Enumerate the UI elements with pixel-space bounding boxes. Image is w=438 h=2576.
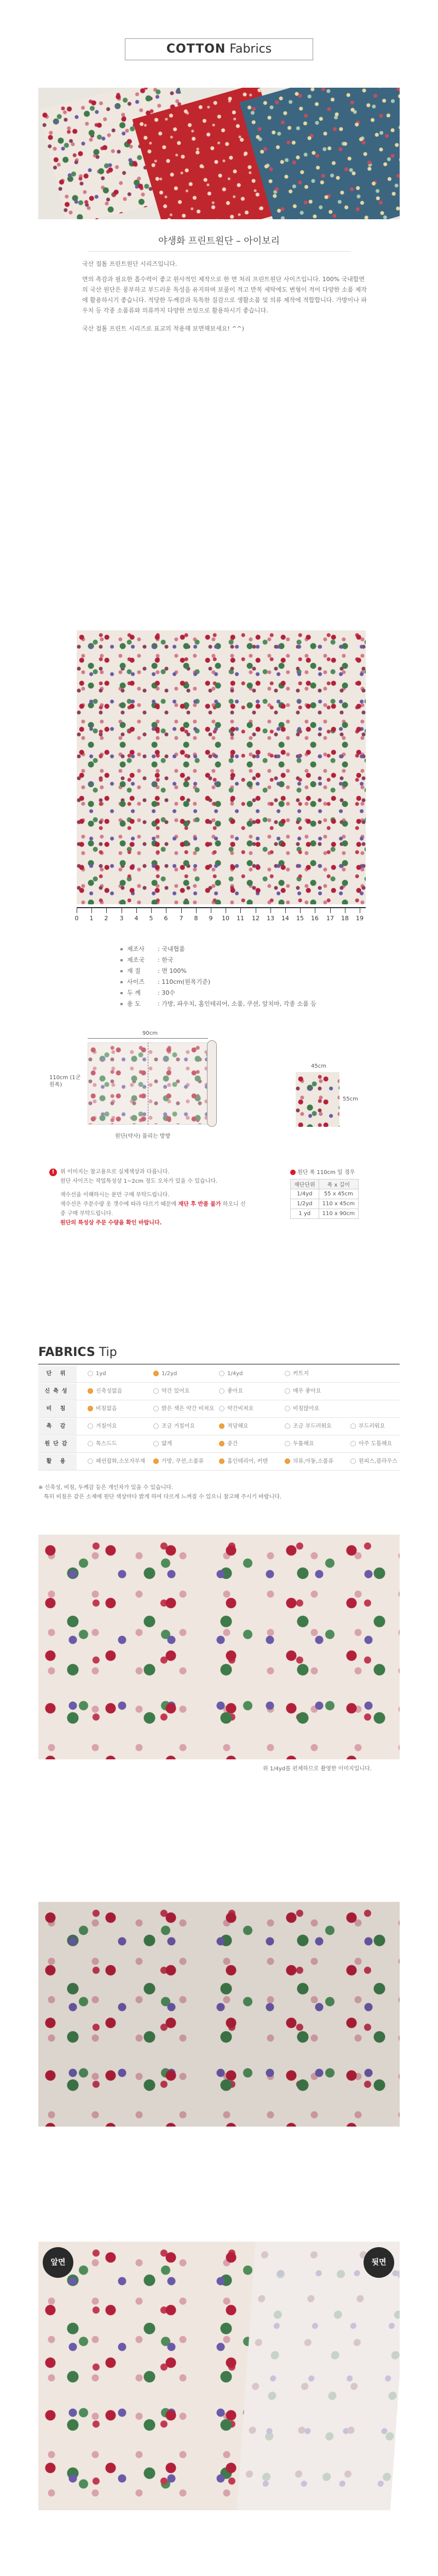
bullet-icon: [120, 1003, 123, 1005]
ruler-label: 2: [104, 915, 108, 922]
ruler-label: 10: [222, 915, 229, 922]
tip-option-label: 조금 부드러워요: [293, 1423, 332, 1429]
spec-row: [120, 966, 187, 977]
size-table-header: [291, 1179, 359, 1189]
check-dot-icon: [153, 1458, 159, 1464]
tip-title: [38, 1346, 117, 1359]
tip-option: [88, 1454, 145, 1470]
ruler-line: [77, 907, 366, 908]
tip-option: [88, 1418, 117, 1435]
size-table-row: [291, 1209, 359, 1219]
spec-key: 제조사: [127, 945, 145, 953]
ruler-label: 7: [179, 915, 183, 922]
spec-sep: :: [158, 956, 162, 964]
tip-option: [219, 1418, 249, 1435]
tip-option: [88, 1436, 117, 1452]
spec-value: 가방, 파우치, 홈인테리어, 소품, 쿠션, 앞치마, 각종 소품 등: [162, 1000, 316, 1007]
intro-paragraph: 면의 촉감과 필요한 흡수력이 좋고 원사적인 제작으로 한 면 처리 프린트원단 사이즈입니다. 100% 국내합면의 국산 원단은 풍부하고 부드러운 특성을 유지하며 보풀이 적고 반복 세탁에도 변형이 적어 다양한 소품 제작에 활용하시기 좋습니다. 적당한 두께감과 독특한 질감으로 생활소품 및 의류 제작에 적합합니다. 가방이나 파우치 등 각종 소품류와 의류까지 다양한 쓰임으로 활용하시기 좋습니다.: [82, 276, 367, 314]
tip-row-head: 촉 감: [38, 1418, 77, 1435]
circle-icon: [285, 1406, 290, 1411]
tip-option: [219, 1383, 243, 1400]
spec-key: 두 께: [127, 989, 141, 996]
piece-fabric: [296, 1072, 339, 1127]
ruler-tick: [91, 908, 92, 913]
tip-option: [285, 1436, 314, 1452]
tip-option: [219, 1454, 268, 1470]
ruler-label: 15: [296, 915, 304, 922]
notice-line-4: 색수선은 주문수량 옷 갯수에 따라 다르기 때문에: [60, 1201, 177, 1207]
tip-option: [153, 1436, 172, 1452]
circle-icon: [285, 1371, 290, 1376]
tip-option-label: 가방, 쿠션,소품류: [162, 1458, 204, 1464]
tip-option: [153, 1366, 177, 1382]
circle-icon: [350, 1441, 356, 1446]
size-cell: 55 x 45cm: [319, 1189, 358, 1199]
tip-option-label: 톡스드드: [96, 1441, 117, 1447]
tip-option: [350, 1418, 385, 1435]
tip-option-label: 비침많아요: [293, 1406, 320, 1412]
ruler-label: 11: [237, 915, 244, 922]
size-cell: 1/4yd: [291, 1189, 319, 1199]
spec-value: 한국: [162, 956, 174, 964]
notice-block: [51, 1167, 246, 1228]
front-side: [38, 2242, 268, 2510]
tip-option-label: 비침없음: [96, 1406, 117, 1412]
ruler-tick: [181, 908, 182, 913]
tip-note-2: 특히 비침은 같은 소재에 원단 색상마다 밝게 하여 다르게 느껴질 수 있으니 참고해 주시기 바랍니다.: [44, 1494, 282, 1500]
bullet-icon: [120, 948, 123, 950]
check-dot-icon: [219, 1441, 224, 1446]
tip-title-rest: Tip: [99, 1346, 117, 1359]
roll-height-label: 110cm (1군 원폭): [49, 1075, 81, 1088]
tip-option: [88, 1401, 117, 1417]
ruler-label: 16: [311, 915, 319, 922]
spec-row: [120, 955, 173, 966]
tip-option: [285, 1366, 309, 1382]
notice-line-1: 위 이미지는 참고용으로 실제색상과 다릅니다.: [60, 1169, 170, 1175]
piece-width-label: 45cm: [311, 1063, 326, 1069]
ruler-tick: [300, 908, 301, 913]
circle-icon: [153, 1406, 159, 1411]
header-suffix: Fabrics: [229, 42, 272, 56]
tip-option-label: 약간비쳐요: [227, 1406, 254, 1412]
tip-row: [38, 1401, 400, 1418]
circle-icon: [285, 1388, 290, 1394]
tip-row: [38, 1454, 400, 1471]
roll-arrow-label: 원단(약사) 풀리는 방향: [115, 1133, 171, 1139]
notice-line-3: 색수선을 이해하시는 분만 구매 부탁드립니다.: [60, 1192, 170, 1198]
fabric-photo-folded: [38, 1902, 400, 2127]
ruler-tick: [106, 908, 107, 913]
circle-icon: [88, 1441, 93, 1446]
tip-option-label: 1yd: [96, 1371, 106, 1377]
size-table-title: 원단 폭 110cm 일 경우: [297, 1170, 355, 1176]
tip-option-label: 홈인테리어, 커텐: [227, 1458, 268, 1464]
notice-line-2: 원단 사이즈는 작업특성상 1~2cm 정도 오차가 있을 수 있습니다.: [60, 1178, 218, 1184]
size-table-row: [291, 1199, 359, 1209]
spec-sep: :: [158, 945, 162, 953]
notice-icon: !: [49, 1169, 57, 1176]
tip-option-label: 신축성없음: [96, 1388, 123, 1394]
intro-line-1: 국산 접톰 프린트원단 시리즈입니다.: [82, 260, 177, 267]
tip-option-label: 밝은 색은 약간 비쳐요: [162, 1406, 215, 1412]
product-title: 야생화 프린트원단 – 아이보리: [158, 236, 280, 247]
tip-row-head: 활 용: [38, 1454, 77, 1470]
tip-option-label: 거칠어요: [96, 1423, 117, 1429]
tip-option: [350, 1454, 397, 1470]
tip-option-label: 두툼해요: [293, 1441, 314, 1447]
title-divider: [88, 251, 350, 252]
tip-option: [153, 1454, 204, 1470]
ruler-label: 0: [74, 915, 79, 922]
intro-line-3: 국산 접톰 프린트 시리즈로 표교의 착용해 보면해보세요! ^^): [82, 325, 245, 332]
circle-icon: [219, 1371, 224, 1376]
circle-icon: [88, 1458, 93, 1464]
tip-option-label: 약간 있어요: [162, 1388, 190, 1394]
tip-row: [38, 1366, 400, 1383]
tip-option: [285, 1401, 319, 1417]
tip-option-label: 적당해요: [227, 1423, 249, 1429]
tip-option: [219, 1401, 253, 1417]
tip-option: [350, 1436, 392, 1452]
tip-option: [219, 1366, 243, 1382]
spec-sep: :: [158, 1000, 162, 1007]
roll-diagram: [49, 1030, 241, 1140]
ruler-label: 13: [267, 915, 274, 922]
tip-option: [88, 1366, 106, 1382]
photo-caption: 위 1/4yd를 펀체하므로 촬영한 이미지입니다.: [263, 1766, 372, 1772]
notice-highlight-1: 재단 후 반품 불가: [178, 1201, 221, 1207]
spec-sep: :: [158, 989, 162, 996]
fabric-swatch: [77, 630, 366, 904]
check-dot-icon: [88, 1388, 93, 1394]
size-table-block: [290, 1167, 394, 1219]
check-dot-icon: [285, 1458, 290, 1464]
spec-list: [0, 944, 438, 1015]
size-table-row: [291, 1189, 359, 1199]
roll-cylinder: [207, 1040, 217, 1127]
tip-option: [285, 1418, 332, 1435]
tip-option-label: 커트지: [293, 1371, 309, 1377]
tip-option: [219, 1436, 238, 1452]
tip-option-label: 아주 도톰해요: [359, 1441, 393, 1447]
size-cell: 110 x 90cm: [319, 1209, 358, 1219]
spec-key: 재 질: [127, 967, 141, 974]
tip-option: [285, 1454, 333, 1470]
circle-icon: [153, 1441, 159, 1446]
circle-icon: [350, 1458, 356, 1464]
check-dot-icon: [153, 1371, 159, 1376]
ruler-label: 3: [119, 915, 124, 922]
bullet-icon: [120, 959, 123, 961]
tip-row: [38, 1418, 400, 1435]
back-side: [237, 2242, 400, 2510]
circle-icon: [88, 1423, 93, 1429]
ruler-tick: [330, 908, 331, 913]
tip-option: [88, 1383, 122, 1400]
circle-icon: [285, 1441, 290, 1446]
tip-option-label: 의류,아동,소품류: [293, 1458, 333, 1464]
section-header: [125, 38, 313, 60]
circle-icon: [219, 1406, 224, 1411]
front-back-photo: [38, 2242, 400, 2510]
tip-option-label: 중간: [227, 1441, 238, 1447]
ruler-label: 14: [281, 915, 289, 922]
spec-sep: :: [158, 978, 162, 985]
circle-icon: [88, 1371, 93, 1376]
tip-divider: [38, 1364, 400, 1365]
tip-option: [153, 1383, 189, 1400]
ruler-label: 18: [341, 915, 349, 922]
size-cell: 110 x 45cm: [319, 1199, 358, 1209]
header-brand: COTTON: [166, 42, 226, 56]
ruler-label: 12: [252, 915, 260, 922]
circle-icon: [285, 1423, 290, 1429]
circle-icon: [350, 1423, 356, 1429]
tip-option-label: 1/4yd: [227, 1371, 243, 1377]
tip-row: [38, 1436, 400, 1453]
spec-value: 면 100%: [162, 967, 187, 974]
tip-option: [285, 1383, 321, 1400]
tip-note-1: ※ 신축성, 비침, 두께감 등은 개인차가 있을 수 있습니다.: [38, 1485, 174, 1491]
tip-option-label: 패션잡화,소모자부재: [96, 1458, 146, 1464]
bullet-icon: [120, 992, 123, 994]
tip-row-head: 단 위: [38, 1366, 77, 1382]
tip-option-label: 조금 거칠어요: [162, 1423, 195, 1429]
tip-option-label: 원피스,블라우스: [359, 1458, 397, 1464]
spec-key: 제조국: [127, 956, 145, 964]
piece-height-label: 55cm: [343, 1096, 358, 1102]
tip-row-head: 신축성: [38, 1383, 77, 1400]
check-dot-icon: [88, 1406, 93, 1411]
spec-row: [120, 999, 316, 1010]
tip-row-head: 원단감: [38, 1436, 77, 1452]
notice-line-5: 하오니 신중 구매 부탁드립니다.: [60, 1201, 246, 1217]
spec-row: [120, 977, 210, 988]
ruler-label: 1: [89, 915, 94, 922]
roll-width-label: 90cm: [142, 1030, 158, 1036]
tip-option-label: 매우 좋아요: [293, 1388, 321, 1394]
ruler-label: 6: [164, 915, 168, 922]
spec-sep: :: [158, 967, 162, 974]
circle-icon: [219, 1388, 224, 1394]
size-table: [290, 1179, 359, 1219]
ruler-label: 17: [326, 915, 334, 922]
spec-key: 사이즈: [127, 978, 145, 985]
tip-row-head: 비 침: [38, 1401, 77, 1417]
ruler-tick: [136, 908, 137, 913]
size-header-cell: 재단단위: [291, 1179, 319, 1189]
front-badge: 앞면: [43, 2247, 73, 2278]
bullet-icon: [120, 981, 123, 983]
back-badge: 뒷면: [364, 2247, 394, 2278]
fabric-photo-flat: [38, 1535, 400, 1759]
ruler-tick: [151, 908, 152, 913]
spec-key: 용 도: [127, 1000, 141, 1007]
check-dot-icon: [219, 1423, 224, 1429]
spec-value: 30수: [162, 989, 175, 996]
spec-row: [120, 944, 185, 955]
tip-option-label: 1/2yd: [162, 1371, 177, 1377]
spec-value: 110cm(원폭기준): [162, 978, 211, 985]
ruler-label: 4: [134, 915, 139, 922]
ruler-tick: [285, 908, 286, 913]
hero-photo: [38, 88, 400, 219]
ruler-tick: [196, 908, 197, 913]
size-table-icon: [290, 1170, 296, 1175]
size-header-cell: 폭 x 길이: [319, 1179, 358, 1189]
ruler-label: 9: [209, 915, 213, 922]
size-cell: 1 yd: [291, 1209, 319, 1219]
spec-value: 국내협품: [162, 945, 185, 953]
tip-option-label: 얇게: [162, 1441, 172, 1447]
ruler: [74, 907, 366, 929]
tip-option-label: 좋아요: [227, 1388, 243, 1394]
ruler-label: 8: [194, 915, 198, 922]
tip-option: [153, 1401, 214, 1417]
tip-option: [153, 1418, 195, 1435]
tip-option-label: 부드러워요: [359, 1423, 385, 1429]
spec-row: [120, 988, 175, 999]
check-dot-icon: [219, 1458, 224, 1464]
tip-row: [38, 1383, 400, 1400]
bullet-icon: [120, 970, 123, 972]
ruler-label: 5: [149, 915, 153, 922]
roll-width-line: [88, 1038, 208, 1039]
tip-title-bold: FABRICS: [38, 1346, 95, 1359]
ruler-label: 19: [356, 915, 364, 922]
piece-diagram: [296, 1063, 383, 1140]
notice-highlight-2: 원단의 특성상 주문 수량을 확인 바랍니다.: [60, 1220, 162, 1226]
ruler-tick: [270, 908, 271, 913]
circle-icon: [153, 1388, 159, 1394]
circle-icon: [153, 1423, 159, 1429]
ruler-tick: [240, 908, 241, 913]
size-cell: 1/2yd: [291, 1199, 319, 1209]
